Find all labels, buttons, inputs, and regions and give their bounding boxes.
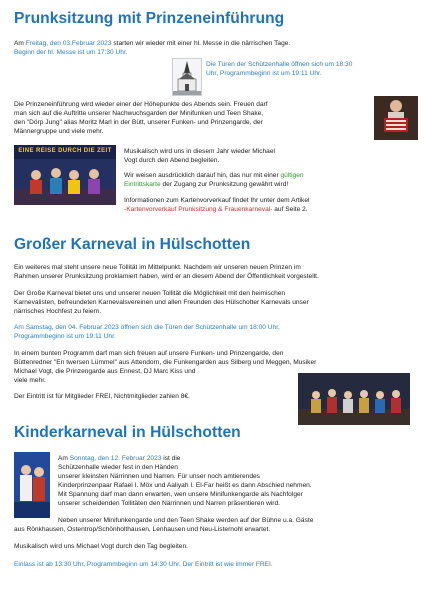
accordion-player-icon xyxy=(374,96,418,140)
mass-time: Beginn der hl. Messe ist um 17:30 Uhr. xyxy=(14,49,128,56)
s3-line: unserer scheidenden Tollitäten den Närrinnen und Narren präsentieren wird. xyxy=(58,500,281,507)
stage-photo xyxy=(14,145,116,205)
s2-line: Ein weiteres mal steht unsere neue Tollität im Mittelpunkt. Nachdem wir unseren neuen Prinzen im xyxy=(14,264,301,271)
s3-line1: Am Sonntag, den 12. Februar 2023 ist die xyxy=(58,455,181,462)
s2-line: Rahmen unserer Prunksitzung proklamiert haben, wird er an diesem Abend der Öffentlichkeit vorgestellt. xyxy=(14,273,319,280)
musician-photo xyxy=(374,96,418,140)
para1-line: den "Dörp Jung" alias Moritz Marl in der Bütt, unserer Funken- und Prinzengarde, der xyxy=(14,119,263,126)
section3-title: Kinderkarneval in Hülschotten xyxy=(14,424,241,441)
kids-prince-photo xyxy=(14,452,50,518)
date-friday: Freitag, den 03.Februar 2023 xyxy=(25,40,112,47)
s3-music: Musikalisch wird uns Michael Vogt durch den Tag begleiten. xyxy=(14,543,188,550)
doors-line2: Uhr, Programmbeginn ist um 19:11 Uhr. xyxy=(206,70,322,77)
church-icon xyxy=(173,59,201,95)
date-sunday: Sonntag, den 12. Februar 2023 xyxy=(69,455,162,462)
section1-intro: Am Freitag, den 03.Februar 2023 starten wir wieder mit einer hl. Messe in die närrischen Tage. xyxy=(14,40,291,47)
stage-banner: EINE REISE DURCH DIE ZEIT xyxy=(18,148,112,154)
s2-line: In einem bunten Programm darf man sich freuen auf unsere Funken- und Prinzengarde, den xyxy=(14,350,284,357)
s3-line: aus Rönkhausen, Ostentrop/Schönholthausen, Lenhausen und Neu-Listernohl erwartet. xyxy=(14,526,271,533)
doors-line1: Die Türen der Schützenhalle öffnen sich um 18:30 xyxy=(206,61,353,68)
info-line2: -Kartenvorverkauf Prunksitzung & Frauenkarneval- auf Seite 2. xyxy=(124,206,308,213)
carnival-group-icon xyxy=(298,373,410,425)
para1-line: Männergruppe und viele mehr. xyxy=(14,128,104,135)
ticket-line1: Wir weisen ausdrücklich darauf hin, das nur mit einer gültigen xyxy=(124,172,304,179)
s2-line: närrisches Hochfest zu feiern. xyxy=(14,308,102,315)
group-photo xyxy=(298,373,410,425)
para1-line: Die Prinzeneinführung wird wieder einer der Höhepunkte des Abends sein. Freuen darf xyxy=(14,101,268,108)
s3-entry: Einlass ist ab 13:30 Uhr, Programmbeginn um 14:30 Uhr. Der Eintritt ist wie immer FREI. xyxy=(14,561,273,568)
s3-line: Neben unserer Minifunkengarde und den Teen Shake werden auf der Bühne u.a. Gäste xyxy=(58,517,314,524)
s2-date: Am Samstag, den 04. Februar 2023 öffnen sich die Türen der Schützenhalle um 18:00 Uhr, xyxy=(14,324,280,331)
section2-title: Großer Karneval in Hülschotten xyxy=(14,236,251,253)
s2-line: viele mehr. xyxy=(14,377,46,384)
section1-title: Prunksitzung mit Prinzeneinführung xyxy=(14,10,285,27)
s2-line: Der Große Karneval bietet uns und unserer neuen Tollität die Möglichkeit mit den heimischen xyxy=(14,290,286,297)
music-line: Vogt durch den Abend begleiten. xyxy=(124,157,220,164)
para1-line: man sich auf die Auftritte unserer Nachwuchsgarden der Minifunken und Teen Shake, xyxy=(14,110,264,117)
presale-link[interactable]: -Kartenvorverkauf Prunksitzung & Frauenkarneval- xyxy=(124,206,273,213)
s3-line: Mit Spannung darf man dann erwarten, wen unsere Minifunkengarde als Nachfolger xyxy=(58,491,303,498)
s3-line: unserer kleinsten Närrinnen und Narren. Für unser noch amtierendes xyxy=(58,473,260,480)
s2-date: Programmbeginn ist um 19:11 Uhr. xyxy=(14,333,116,340)
ticket-link[interactable]: Eintrittskarte xyxy=(124,181,161,188)
s2-line: Karnevalisten, befreundeten Karnevalsvereinen und allen Freunden des Hülschotter Karnevals unser xyxy=(14,299,309,306)
music-line: Musikalisch wird uns in diesem Jahr wieder Michael xyxy=(124,148,275,155)
s2-line: Michael Vogt, die Prinzengarde aus Ennest, DJ Marc Kiss und xyxy=(14,368,196,375)
s3-line: Kinderprinzenpaar Rafael I. Möx und Aaliyah I. El-Far heißt es dann Abschied nehmen. xyxy=(58,482,312,489)
kids-couple-icon xyxy=(14,452,50,518)
s3-line: Schützenhalle wieder fest in den Händen xyxy=(58,464,178,471)
s2-line: Büttenredner "En twersen Lümmel" aus Attendorn, die Funkengarden aus Silberg und Meggen, Musiker xyxy=(14,359,317,366)
info-line: Informationen zum Kartenvorverkauf findet Ihr unter dem Artikel xyxy=(124,197,310,204)
ticket-line2: Eintrittskarte der Zugang zur Prunksitzung gewährt wird! xyxy=(124,181,289,188)
church-photo xyxy=(172,58,202,96)
s2-entry: Der Eintritt ist für Mitglieder FREI, Nichtmitglieder zahlen 8€. xyxy=(14,393,190,400)
ticket-link[interactable]: gültigen xyxy=(280,172,304,179)
